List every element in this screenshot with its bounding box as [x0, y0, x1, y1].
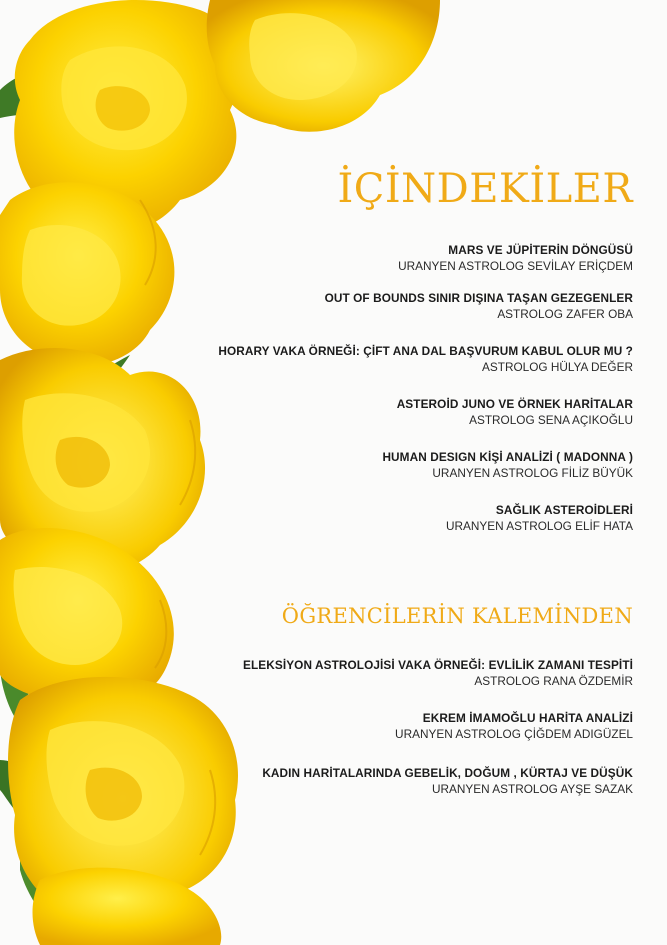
toc-entry-title: KADIN HARİTALARINDA GEBELİK, DOĞUM , KÜRTAJ VE DÜŞÜK [262, 766, 633, 780]
student-toc-entry [73, 657, 633, 690]
toc-entry-title: MARS VE JÜPİTERİN DÖNGÜSÜ [448, 243, 633, 257]
toc-entry-author: URANYEN ASTROLOG AYŞE SAZAK [431, 782, 633, 796]
toc-entry-title: ELEKSİYON ASTROLOJİSİ VAKA ÖRNEĞİ: EVLİLİK ZAMANI TESPİTİ [243, 658, 633, 672]
toc-entry [73, 449, 633, 482]
student-section-heading: ÖĞRENCİLERİN KALEMİNDEN [281, 604, 633, 628]
toc-entry-title: ASTEROİD JUNO VE ÖRNEK HARİTALAR [396, 397, 633, 411]
toc-entry-author: ASTROLOG RANA ÖZDEMİR [474, 674, 633, 688]
toc-entry-author: URANYEN ASTROLOG FİLİZ BÜYÜK [432, 466, 633, 480]
toc-entry-title: HORARY VAKA ÖRNEĞİ: ÇİFT ANA DAL BAŞVURUM KABUL OLUR MU ? [218, 344, 633, 358]
toc-entry-author: ASTROLOG SENA AÇIKOĞLU [469, 413, 633, 427]
table-of-contents-heading: İÇİNDEKİLER [337, 166, 633, 212]
toc-entry-author: ASTROLOG ZAFER OBA [497, 307, 633, 321]
toc-entry [73, 396, 633, 429]
toc-entry-title: SAĞLIK ASTEROİDLERİ [495, 503, 633, 517]
student-toc-entry [73, 765, 633, 798]
toc-entry-author: URANYEN ASTROLOG ÇİĞDEM ADIGÜZEL [395, 727, 633, 741]
toc-entry-author: URANYEN ASTROLOG SEVİLAY ERİÇDEM [398, 259, 633, 273]
toc-entry [73, 242, 633, 275]
toc-entry [73, 290, 633, 323]
toc-entry-title: HUMAN DESIGN KİŞİ ANALİZİ ( MADONNA ) [382, 450, 633, 464]
toc-entry [73, 502, 633, 535]
toc-entry-title: EKREM İMAMOĞLU HARİTA ANALİZİ [422, 711, 633, 725]
toc-entry-title: OUT OF BOUNDS SINIR DIŞINA TAŞAN GEZEGENLER [324, 291, 633, 305]
student-toc-entry [73, 710, 633, 743]
toc-entry-author: URANYEN ASTROLOG ELİF HATA [445, 519, 633, 533]
toc-entry-author: ASTROLOG HÜLYA DEĞER [482, 360, 633, 374]
toc-entry [73, 343, 633, 376]
